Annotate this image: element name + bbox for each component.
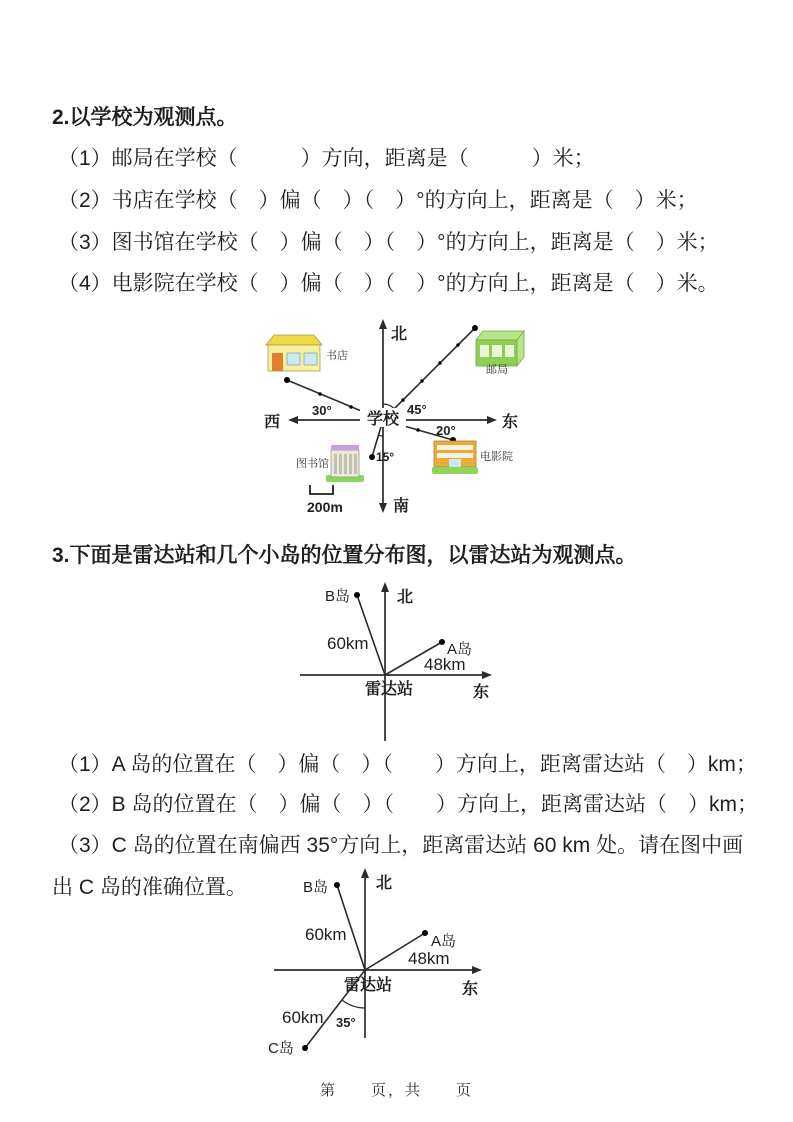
south-arrowhead-icon bbox=[379, 503, 387, 513]
distance-b-label: 60km bbox=[327, 634, 369, 653]
question-3-item-3-line-1: （3）C 岛的位置在南偏西 35°方向上，距离雷达站 60 km 处。请在图中画 bbox=[58, 834, 744, 857]
bookstore-window bbox=[287, 353, 300, 365]
radar-map-1 bbox=[270, 578, 505, 748]
angle-library-label: 15° bbox=[376, 450, 395, 464]
bookstore-ray-tick bbox=[349, 405, 352, 408]
postoffice-ray-tick bbox=[438, 361, 441, 364]
north-label: 北 bbox=[376, 875, 393, 892]
library-window-stripe bbox=[339, 454, 342, 474]
question-3-item-1: （1）A 岛的位置在（ ）偏（ ）（ ）方向上，距离雷达站（ ）km； bbox=[58, 753, 757, 776]
north-arrowhead-icon bbox=[381, 582, 389, 592]
distance-b-label: 60km bbox=[305, 925, 347, 944]
island-a-label: A岛 bbox=[447, 641, 473, 658]
library-icon bbox=[326, 445, 364, 482]
school-direction-map bbox=[250, 315, 550, 517]
bookstore-label: 书店 bbox=[326, 350, 348, 362]
bookstore-door bbox=[272, 353, 283, 371]
library-point bbox=[369, 454, 375, 460]
library-window-stripe bbox=[354, 454, 357, 474]
west-arrowhead-icon bbox=[288, 416, 298, 424]
library-window-stripe bbox=[344, 454, 347, 474]
east-label: 东 bbox=[502, 414, 519, 431]
cinema-window-row bbox=[437, 445, 473, 450]
bookstore-roof bbox=[266, 335, 322, 345]
angle-postoffice-label: 45° bbox=[407, 402, 427, 417]
postoffice-icon bbox=[476, 331, 524, 366]
library-window-stripe bbox=[334, 454, 337, 474]
postoffice-point bbox=[472, 325, 478, 331]
cinema-icon bbox=[432, 441, 478, 474]
scale-bracket bbox=[310, 485, 333, 494]
island-b-point bbox=[354, 592, 360, 598]
angle-arc-35 bbox=[342, 1000, 365, 1008]
island-a-point bbox=[439, 639, 445, 645]
island-a-point bbox=[422, 930, 428, 936]
page-footer: 第 页，共 页 bbox=[319, 1082, 473, 1099]
east-arrowhead-icon bbox=[487, 416, 497, 424]
library-label: 图书馆 bbox=[296, 458, 329, 470]
bookstore-icon bbox=[266, 335, 322, 371]
radar-station-label: 雷达站 bbox=[344, 977, 393, 994]
cinema-label: 电影院 bbox=[480, 451, 513, 463]
island-c-point bbox=[302, 1045, 308, 1051]
cinema-lawn bbox=[432, 467, 478, 474]
postoffice-roof bbox=[476, 331, 524, 340]
bookstore-ray-tick bbox=[318, 392, 321, 395]
scale-label: 200m bbox=[307, 499, 343, 515]
cinema-door bbox=[449, 459, 461, 467]
postoffice-label: 邮局 bbox=[486, 364, 508, 376]
island-b-label: B岛 bbox=[303, 879, 329, 896]
cinema-ray-tick bbox=[416, 428, 419, 431]
question-3-item-3-line-2: 出 C 岛的准确位置。 bbox=[52, 876, 247, 899]
question-2-item-4: （4）电影院在学校（ ）偏（ ）（ ）°的方向上，距离是（ ）米。 bbox=[58, 272, 719, 295]
postoffice-window bbox=[480, 345, 489, 357]
north-label: 北 bbox=[391, 326, 408, 343]
angle-bookstore-label: 30° bbox=[312, 403, 332, 418]
east-arrowhead-icon bbox=[472, 966, 482, 974]
question-2-item-3: （3）图书馆在学校（ ）偏（ ）（ ）°的方向上，距离是（ ）米； bbox=[58, 231, 719, 254]
north-arrowhead-icon bbox=[361, 868, 369, 878]
east-label: 东 bbox=[473, 684, 490, 701]
island-b-point bbox=[334, 882, 340, 888]
east-arrowhead-icon bbox=[482, 671, 492, 679]
distance-a-label: 48km bbox=[424, 655, 466, 674]
angle-arc-15 bbox=[378, 435, 383, 436]
cinema-window-row bbox=[437, 453, 473, 458]
library-window-stripe bbox=[349, 454, 352, 474]
island-b-label: B岛 bbox=[325, 588, 351, 605]
north-label: 北 bbox=[397, 589, 414, 606]
question-2-item-2: （2）书店在学校（ ）偏（ ）（ ）°的方向上，距离是（ ）米； bbox=[58, 189, 698, 212]
south-label: 南 bbox=[393, 498, 410, 515]
angle-c-label: 35° bbox=[336, 1015, 356, 1030]
library-roof bbox=[331, 445, 359, 450]
east-label: 东 bbox=[462, 981, 479, 998]
distance-a-label: 48km bbox=[408, 949, 450, 968]
bookstore-point bbox=[284, 377, 290, 383]
radar-station-label: 雷达站 bbox=[365, 681, 414, 698]
angle-arc-45 bbox=[383, 404, 394, 409]
distance-c-label: 60km bbox=[282, 1008, 324, 1027]
west-label: 西 bbox=[264, 414, 281, 431]
question-2-item-1: （1）邮局在学校（ ）方向，距离是（ ）米； bbox=[58, 147, 595, 170]
postoffice-window bbox=[492, 345, 502, 357]
postoffice-window bbox=[505, 345, 514, 357]
question-2-title: 2.以学校为观测点。 bbox=[52, 106, 238, 129]
island-a-label: A岛 bbox=[431, 933, 457, 950]
island-c-label: C岛 bbox=[268, 1040, 294, 1057]
postoffice-ray-tick bbox=[401, 398, 404, 401]
bookstore-window bbox=[304, 353, 317, 365]
postoffice-ray-tick bbox=[420, 379, 423, 382]
north-arrowhead-icon bbox=[379, 319, 387, 329]
question-3-item-2: （2）B 岛的位置在（ ）偏（ ）（ ）方向上，距离雷达站（ ）km； bbox=[58, 793, 759, 816]
angle-cinema-label: 20° bbox=[436, 423, 456, 438]
school-label: 学校 bbox=[366, 411, 400, 428]
postoffice-ray-tick bbox=[456, 343, 459, 346]
radar-map-2 bbox=[230, 862, 520, 1064]
question-3-title: 3.下面是雷达站和几个小岛的位置分布图，以雷达站为观测点。 bbox=[52, 544, 637, 567]
